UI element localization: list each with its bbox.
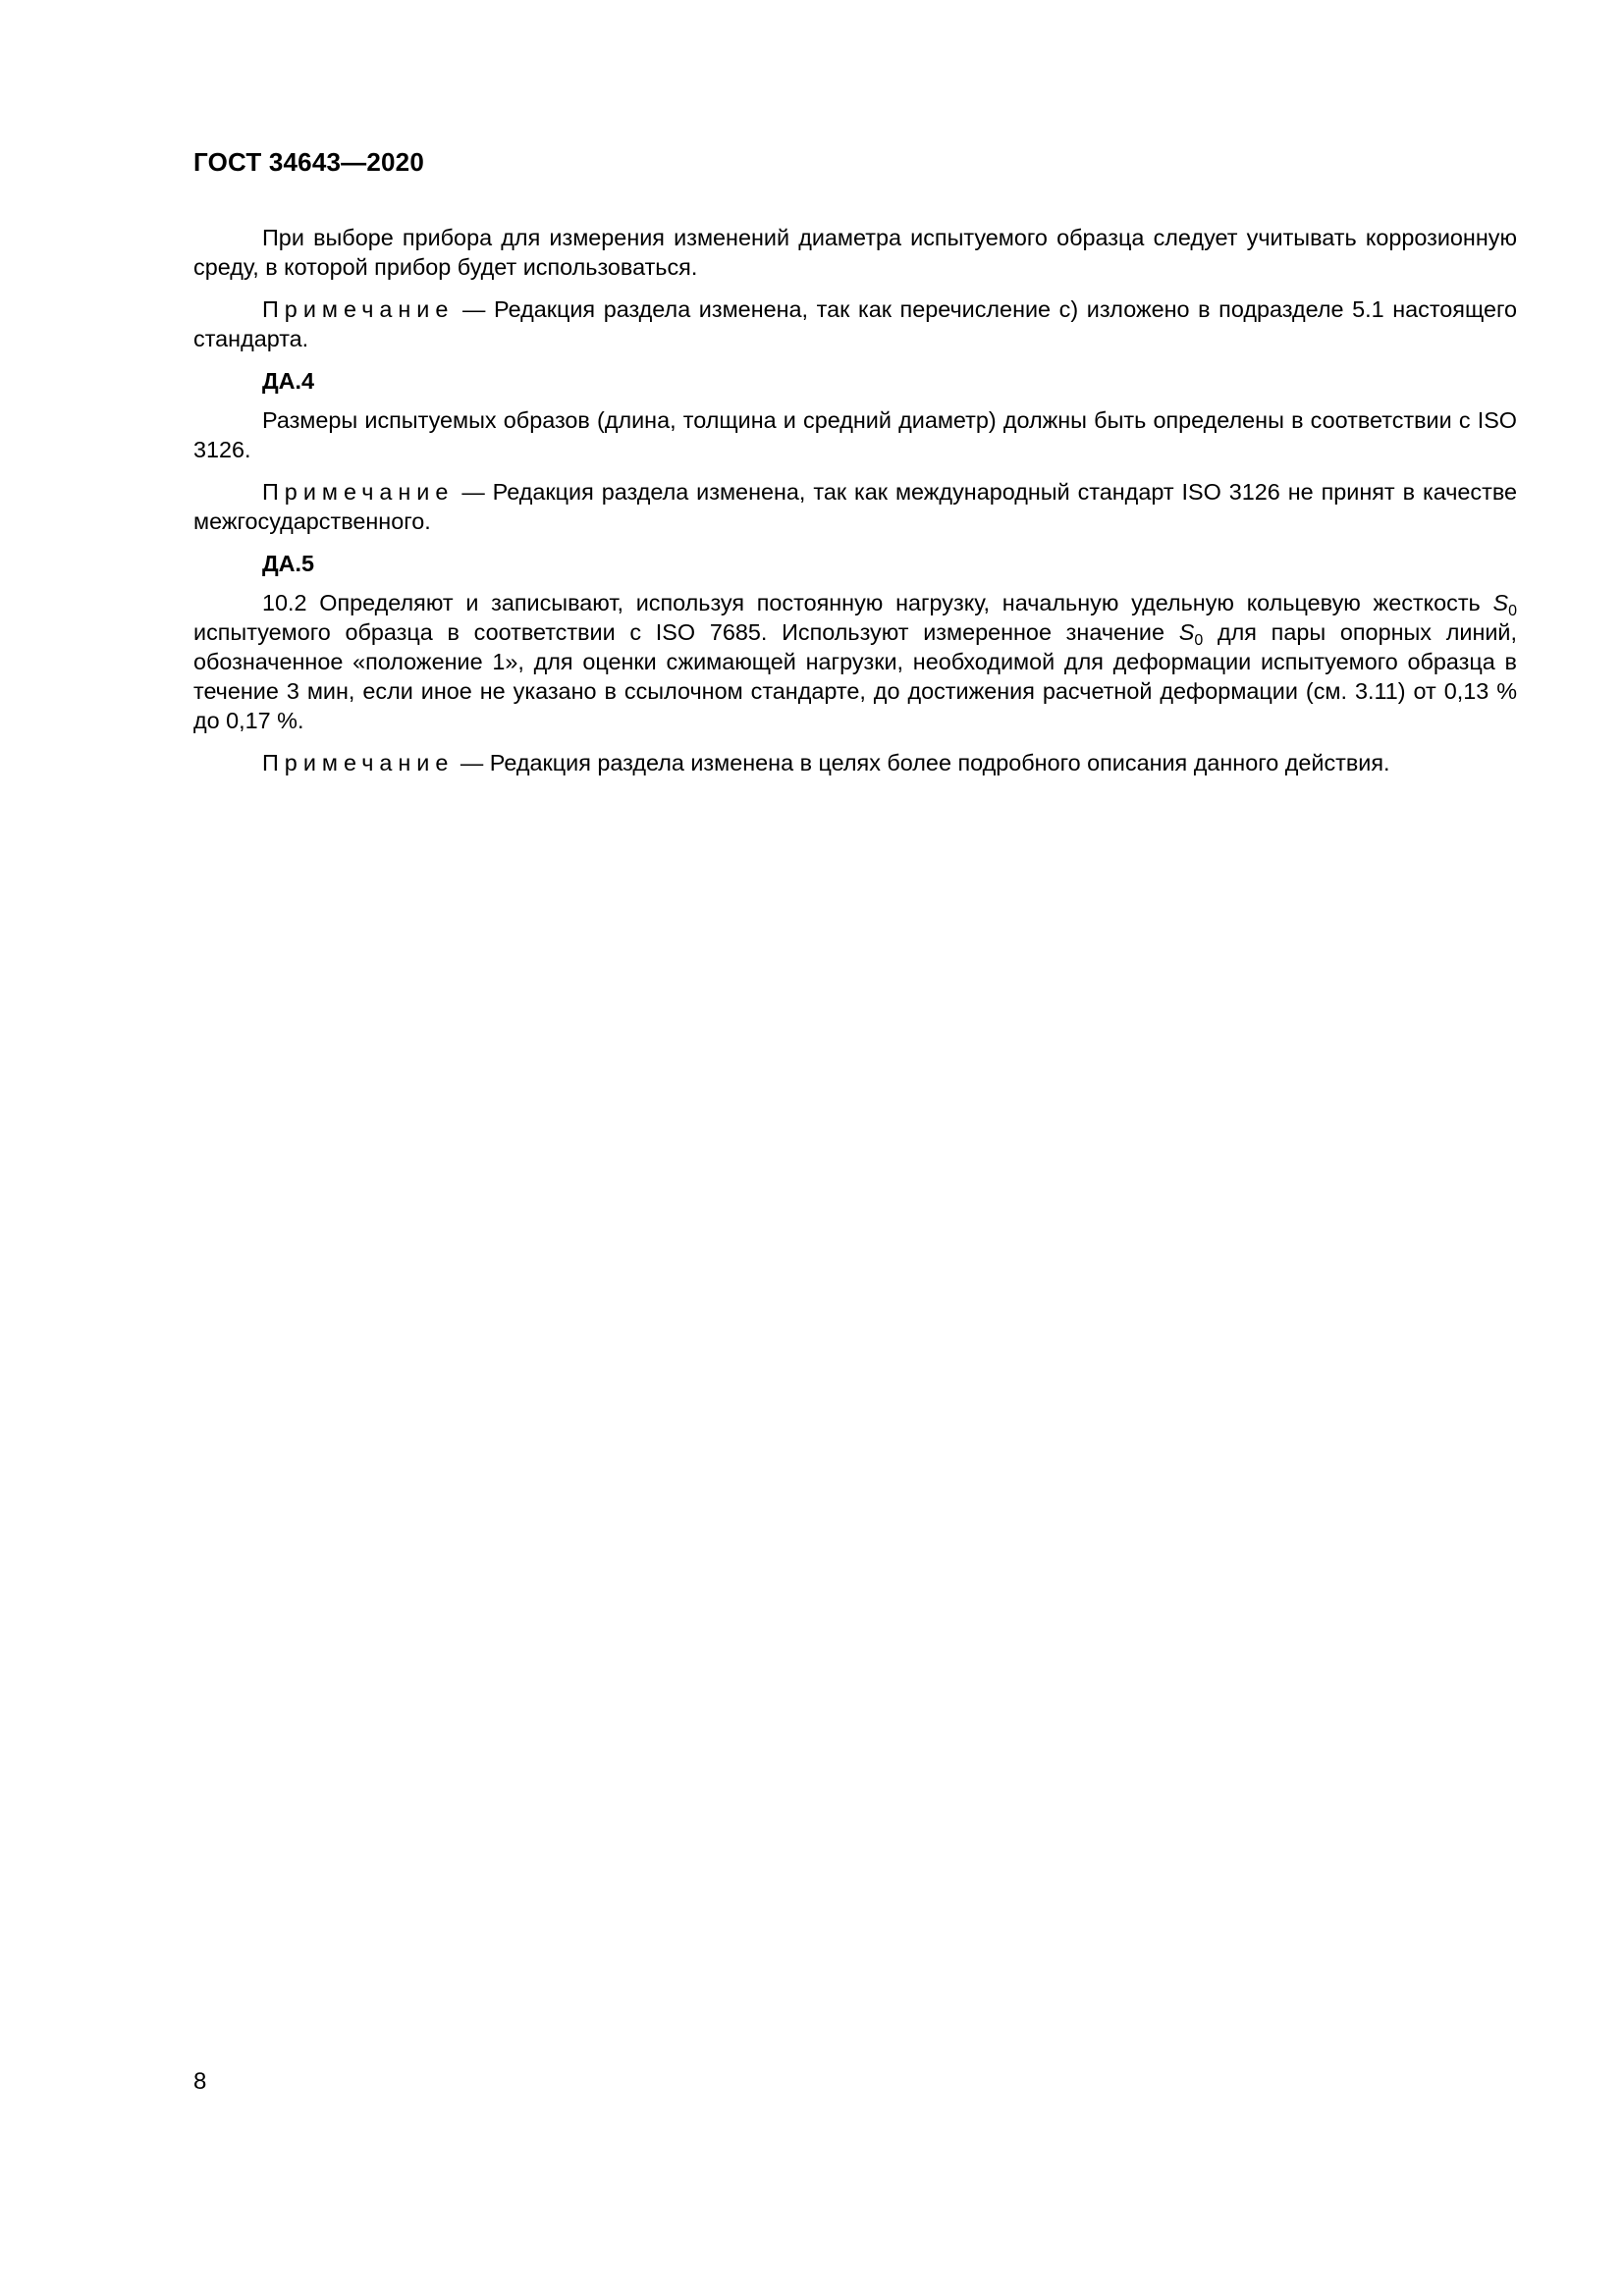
subscript-zero: 0 (1194, 632, 1204, 649)
note-paragraph-1 (193, 294, 1517, 353)
note-text: — Редакция раздела изменена в целях более подробного описания данного действия. (454, 750, 1390, 775)
text-run: для пары опорных линий, обозначенное «положение 1», для оценки сжимающей нагрузки, необходимой для деформации испытуемого образца в течение 3 мин, если иное не указано в ссылочном стандарте, до достижения расчетной деформации (см. 3.11) от 0,13 % до 0,17 %. (193, 619, 1517, 733)
note-label: Примечание (262, 479, 455, 505)
note-text: — Редакция раздела изменена, так как перечисление с) изложено в подразделе 5.1 настоящего стандарта. (193, 296, 1517, 351)
paragraph-stiffness-measurement (193, 588, 1517, 735)
page-number: 8 (193, 2068, 207, 2095)
section-heading-da4: ДА.4 (262, 368, 315, 394)
note-label: Примечание (262, 296, 455, 322)
symbol-s: S (1492, 590, 1509, 615)
text-run: 10.2 Определяют и записывают, используя постоянную нагрузку, начальную удельную кольцевую жесткость (262, 590, 1493, 615)
paragraph-instrument-selection: При выборе прибора для измерения изменений диаметра испытуемого образца следует учитывать коррозионную среду, в которой прибор будет использоваться. (193, 225, 1517, 280)
text-run: испытуемого образца в соответствии с ISO 7685. Используют измеренное значение (193, 619, 1179, 645)
note-paragraph-2 (193, 477, 1517, 536)
paragraph-sample-dimensions: Размеры испытуемых образов (длина, толщина и средний диаметр) должны быть определены в соответствии с ISO 3126. (193, 407, 1517, 462)
document-body (193, 223, 1517, 790)
note-text: — Редакция раздела изменена, так как международный стандарт ISO 3126 не принят в качестве межгосударственного. (193, 479, 1517, 534)
section-heading-da5: ДА.5 (262, 551, 315, 576)
note-label: Примечание (262, 750, 455, 775)
note-paragraph-3 (193, 748, 1517, 777)
symbol-s: S (1178, 619, 1195, 645)
subscript-zero: 0 (1508, 603, 1517, 619)
document-header: ГОСТ 34643—2020 (193, 147, 424, 177)
